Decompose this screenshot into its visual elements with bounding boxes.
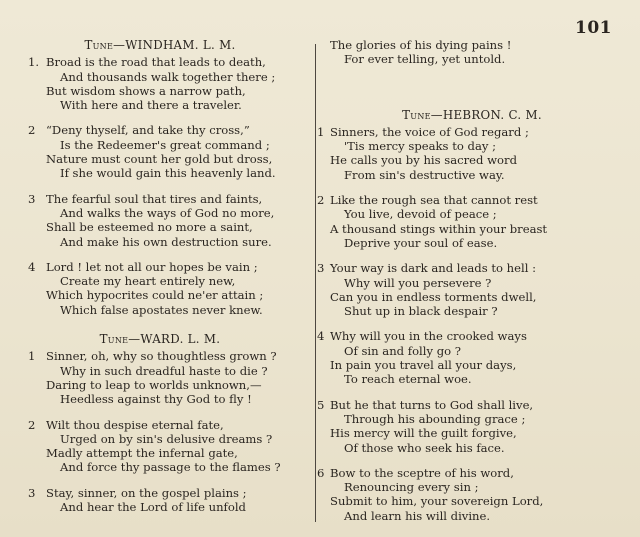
verse-hebron-4 [317,329,622,387]
verse-hebron-2 [317,193,622,250]
verse-line: Broad is the road that leads to death, [46,55,266,70]
verse-number: 6 [317,465,325,480]
verse-line: But he that turns to God shall live, [330,397,534,412]
verse-line: Shall be esteemed no more a saint, [46,220,253,235]
verse-windham-2 [12,123,308,180]
verse-line: Why in such dreadful haste to die ? [60,363,268,378]
verse-line: Of sin and folly go ? [344,343,462,358]
verse-line: Bow to the sceptre of his word, [330,465,514,480]
verse-hebron-6 [317,465,622,523]
tune-prefix: Tune [402,107,431,122]
verse-line: Why will you in the crooked ways [330,329,527,344]
verse-line: Nature must count her gold but dross, [46,152,273,167]
verse-line: Submit to him, your sovereign Lord, [330,494,544,509]
verse-line: The glories of his dying pains ! [330,38,512,52]
verse-line: Madly attempt the infernal gate, [46,446,238,461]
verse-number: 4 [28,259,36,274]
verse-number: 1 [28,349,36,364]
verse-windham-3 [12,192,308,249]
verse-line: He calls you by his sacred word [330,153,517,168]
verse-line: Daring to leap to worlds unknown,— [46,377,262,392]
verse-line: Renouncing every sin ; [344,480,479,495]
verse-number: 3 [317,261,325,276]
verse-line: Why will you persevere ? [344,275,492,290]
verse-line: Is the Redeemer's great command ; [60,137,270,152]
verse-ward-2 [12,418,308,475]
tune-heading-windham [12,38,308,52]
verse-windham-4 [12,260,308,317]
verse-ward-3 [12,486,308,515]
verse-line: And thousands walk together there ; [60,69,276,84]
verse-number: 3 [28,191,36,206]
verse-line: Can you in endless torments dwell, [330,289,537,304]
verse-number: 1. [28,55,40,70]
verse-number: 2 [28,123,36,138]
tune-name: —HEBRON. C. M. [430,107,542,122]
verse-line: Which false apostates never knew. [60,302,263,317]
verse-line: And walks the ways of God no more, [60,205,275,220]
verse-line: The fearful soul that tires and faints, [46,191,263,206]
verse-line: And hear the Lord of life unfold [60,500,246,515]
verse-line: With here and there a traveler. [60,98,242,113]
verse-line: His mercy will the guilt forgive, [330,426,517,441]
verse-line: Urged on by sin's delusive dreams ? [60,431,273,446]
verse-number: 2 [28,417,36,432]
left-column [12,38,308,525]
verse-line: Through his abounding grace ; [344,411,526,426]
tune-name: —WINDHAM. L. M. [113,38,236,52]
verse-line: A thousand stings within your breast [330,221,548,236]
verse-line: And force thy passage to the flames ? [60,460,281,475]
verse-line: If she would gain this heavenly land. [60,166,276,181]
verse-number: 1 [317,124,325,139]
verse-line: In pain you travel all your days, [330,358,517,373]
verse-line: Wilt thou despise eternal fate, [46,417,224,432]
right-column [317,38,622,534]
verse-line: Heedless against thy God to fly ! [60,392,252,407]
verse-number: 2 [317,193,325,208]
verse-line: “Deny thyself, and take thy cross,” [46,123,250,138]
verse-hebron-3 [317,261,622,319]
verse-number: 5 [317,397,325,412]
verse-line: Create my heart entirely new, [60,274,236,289]
verse-number: 4 [317,329,325,344]
verse-line: But wisdom shows a narrow path, [46,83,246,98]
tune-prefix: Tune [84,38,114,52]
verse-line: Sinners, the voice of God regard ; [330,124,529,139]
verse-line: From sin's destructive way. [344,167,505,182]
verse-ward-1 [12,349,308,406]
verse-line: Deprive your soul of ease. [344,235,498,250]
verse-line: Lord ! let not all our hopes be vain ; [46,259,258,274]
verse-ward-3-continuation [322,38,622,67]
verse-hebron-5 [317,397,622,455]
verse-windham-1 [12,55,308,112]
verse-hebron-1 [317,124,622,182]
verse-line: 'Tis mercy speaks to day ; [344,139,496,154]
verse-line: Stay, sinner, on the gospel plains ; [46,485,247,500]
verse-line: Your way is dark and leads to hell : [330,261,537,276]
verse-line: Which hypocrites could ne'er attain ; [46,288,264,303]
verse-line: You live, devoid of peace ; [344,207,497,222]
page-number: 101 [575,18,612,38]
verse-line: And make his own destruction sure. [60,234,272,249]
verse-line: And learn his will divine. [344,508,491,523]
verse-line: For ever telling, yet untold. [344,52,506,67]
verse-line: Of those who seek his face. [344,440,505,455]
tune-prefix: Tune [99,332,129,347]
verse-line: Sinner, oh, why so thoughtless grown ? [46,349,277,364]
tune-heading-hebron [322,108,622,122]
verse-number: 3 [28,485,36,500]
column-divider [315,44,316,522]
verse-line: Shut up in black despair ? [344,304,498,319]
tune-heading-ward [12,332,308,346]
verse-line: Like the rough sea that cannot rest [330,193,538,208]
verse-line: To reach eternal woe. [344,372,472,387]
tune-name: —WARD. L. M. [128,332,221,347]
